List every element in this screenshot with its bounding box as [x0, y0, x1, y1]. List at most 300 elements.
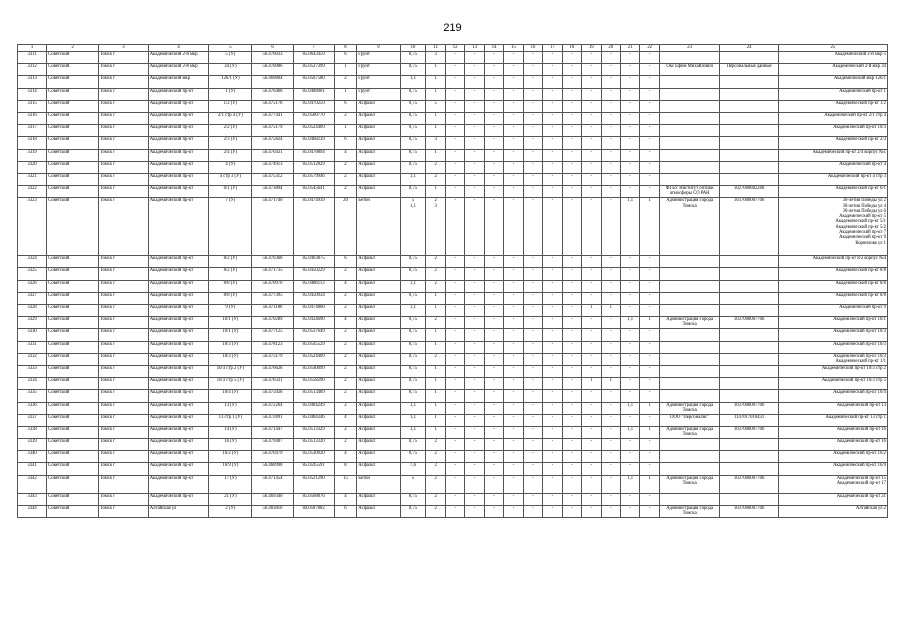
table-cell: Асфальт [357, 317, 400, 329]
column-header: 7 [293, 45, 334, 52]
table-cell: - [504, 100, 523, 112]
table-cell: - [582, 173, 601, 185]
table-cell: Академический пр-кт 6/1 [778, 186, 887, 198]
table-cell: 2 [426, 268, 445, 280]
table-cell: Советский [47, 268, 99, 280]
table-cell: - [445, 137, 464, 149]
table-cell: Советский [47, 125, 99, 137]
table-cell: - [504, 353, 523, 365]
table-cell: - [543, 88, 562, 100]
table-cell: - [620, 305, 639, 317]
table-cell: Академический пр-кт 15 Академический пр-кт 17 [778, 475, 887, 493]
table-cell: - [601, 100, 620, 112]
table-cell [659, 76, 720, 88]
table-cell: - [562, 390, 581, 402]
table-cell: 1 [640, 198, 659, 256]
table-cell: 56.474913 [252, 161, 293, 173]
table-cell: - [445, 451, 464, 463]
table-cell: 56.470479 [252, 451, 293, 463]
table-cell: - [504, 256, 523, 268]
table-cell: - [523, 76, 542, 88]
column-header: 9 [357, 45, 400, 52]
table-cell: Советский [47, 493, 99, 505]
table-cell: - [601, 329, 620, 341]
table-cell: - [582, 463, 601, 475]
table-cell: - [445, 305, 464, 317]
table-cell [720, 88, 778, 100]
table-cell: - [504, 390, 523, 402]
table-cell: - [543, 493, 562, 505]
table-cell: 85.0579946 [293, 173, 334, 185]
table-cell: Томск г [99, 76, 149, 88]
table-cell: 1 [582, 305, 601, 317]
table-cell [720, 493, 778, 505]
table-cell: - [582, 256, 601, 268]
table-cell: 4 [334, 493, 357, 505]
table-cell: 8/2 (У) [209, 268, 252, 280]
table-cell: - [523, 341, 542, 353]
table-cell: Академический пр-кт 8/8 [778, 268, 887, 280]
table-cell: 1037000087706 [720, 317, 778, 329]
table-cell: - [562, 475, 581, 493]
table-cell: - [504, 426, 523, 438]
table-cell [720, 341, 778, 353]
table-cell [659, 268, 720, 280]
table-cell: - [504, 493, 523, 505]
table-cell: Академический пр-кт [148, 317, 209, 329]
table-cell: Академический пр-кт 9 [778, 305, 887, 317]
table-cell: Советский [47, 305, 99, 317]
table-cell: - [562, 52, 581, 64]
table-cell: Академический пр-кт [148, 186, 209, 198]
table-cell: 1 [334, 88, 357, 100]
table-row [18, 402, 888, 414]
table-cell: 1 [640, 402, 659, 414]
table-cell: 20 [334, 198, 357, 256]
table-cell: 1,1 [620, 426, 639, 438]
table-cell: - [465, 292, 484, 304]
table-cell: Советский [47, 317, 99, 329]
table-row [18, 475, 888, 493]
table-cell: Академический пр-кт [148, 173, 209, 185]
table-cell: - [484, 402, 503, 414]
table-cell: - [523, 353, 542, 365]
table-cell: - [445, 256, 464, 268]
table-cell: Томск г [99, 475, 149, 493]
table-cell: 0,75 [400, 317, 426, 329]
table-cell: 84.0587882 [293, 505, 334, 517]
table-cell: 2/1 стр 4 (У) [209, 112, 252, 124]
table-cell: Академический пр-кт 1 [778, 88, 887, 100]
table-cell: Бетон [357, 198, 400, 256]
table-cell: - [601, 451, 620, 463]
table-cell: 3323 [18, 198, 47, 256]
table-row [18, 317, 888, 329]
table-cell: 3326 [18, 280, 47, 292]
table-cell: - [543, 439, 562, 451]
table-cell: Академический пр-кт 10/3 стр 5 [778, 378, 887, 390]
table-cell: 0,75 [400, 64, 426, 76]
table-cell: - [640, 493, 659, 505]
column-header: 24 [720, 45, 778, 52]
table-cell: - [484, 341, 503, 353]
table-cell [720, 100, 778, 112]
table-cell: 2 [334, 292, 357, 304]
table-cell: Советский [47, 463, 99, 475]
table-cell: Асфальт [357, 365, 400, 377]
table-cell: 10/1 (У) [209, 329, 252, 341]
table-cell: - [523, 100, 542, 112]
table-cell: 5 (У) [209, 52, 252, 64]
table-cell: 85.0521290 [293, 475, 334, 493]
table-cell: - [504, 402, 523, 414]
table-cell: - [504, 292, 523, 304]
table-cell [659, 365, 720, 377]
table-cell: - [523, 198, 542, 256]
table-cell: - [620, 280, 639, 292]
table-cell: - [543, 505, 562, 517]
table-cell: 1,1 [620, 475, 639, 493]
table-cell: - [562, 161, 581, 173]
table-cell: Академический пр-кт 2/3 [778, 137, 887, 149]
table-cell: 0,75 [400, 161, 426, 173]
table-cell: - [484, 198, 503, 256]
table-cell: Академический пр-кт 8/8 [778, 280, 887, 292]
table-cell: - [465, 317, 484, 329]
table-cell: 56.470289 [252, 317, 293, 329]
table-cell: 85.0545529 [293, 341, 334, 353]
table-cell: - [543, 341, 562, 353]
table-cell: 85.0530920 [293, 451, 334, 463]
table-cell: - [445, 88, 464, 100]
table-cell: Советский [47, 505, 99, 517]
table-cell: Асфальт [357, 173, 400, 185]
table-cell [720, 280, 778, 292]
table-cell: - [640, 64, 659, 76]
table-cell: - [582, 505, 601, 517]
table-cell: Советский [47, 161, 99, 173]
table-cell: Академический пр-кт [148, 426, 209, 438]
table-cell: Академический пр-кт [148, 100, 209, 112]
table-cell: - [620, 52, 639, 64]
table-cell: - [445, 329, 464, 341]
table-cell: Томск г [99, 280, 149, 292]
table-cell: - [620, 414, 639, 426]
table-cell: - [601, 137, 620, 149]
table-cell: - [484, 125, 503, 137]
table-cell: 3343 [18, 493, 47, 505]
table-cell: - [620, 137, 639, 149]
table-cell [720, 365, 778, 377]
table-cell: - [465, 76, 484, 88]
table-cell: - [465, 280, 484, 292]
table-cell: Советский [47, 186, 99, 198]
table-cell: Томск г [99, 378, 149, 390]
table-cell: - [465, 149, 484, 161]
table-cell: 2 [334, 426, 357, 438]
table-cell: - [562, 305, 581, 317]
table-cell: 3327 [18, 292, 47, 304]
table-row [18, 390, 888, 402]
table-cell: 2 [334, 329, 357, 341]
table-cell [720, 463, 778, 475]
table-cell: - [445, 341, 464, 353]
column-header: 11 [426, 45, 445, 52]
table-cell: Асфальт [357, 149, 400, 161]
table-cell: Асфальт [357, 341, 400, 353]
table-cell: Асфальт [357, 256, 400, 268]
table-cell: Асфальт [357, 305, 400, 317]
table-cell: 0,75 [400, 112, 426, 124]
table-row [18, 186, 888, 198]
table-cell [720, 390, 778, 402]
table-cell: 56.477441 [252, 112, 293, 124]
table-cell: 7,6 [400, 463, 426, 475]
table-cell: - [582, 52, 601, 64]
table-cell: Томск г [99, 173, 149, 185]
table-cell: 85.0434690 [293, 317, 334, 329]
table-cell: 56.483810 [252, 505, 293, 517]
table-cell: Академический пр-кт 10/3 [778, 329, 887, 341]
table-cell: - [543, 112, 562, 124]
table-cell: 10/3 стр 5 (У) [209, 378, 252, 390]
table-cell: 1 [426, 88, 445, 100]
table-row [18, 493, 888, 505]
table-cell: 9 (У) [209, 305, 252, 317]
table-row [18, 100, 888, 112]
table-cell: 21 (У) [209, 493, 252, 505]
table-cell: Администрация Города Томска [659, 198, 720, 256]
table-cell: Асфальт [357, 414, 400, 426]
table-row [18, 451, 888, 463]
table-cell: ООО "Персоналис" [659, 414, 720, 426]
table-cell: - [562, 365, 581, 377]
table-cell: - [620, 505, 639, 517]
table-cell: 85.0512829 [293, 161, 334, 173]
table-row [18, 439, 888, 451]
table-cell: - [582, 149, 601, 161]
table-cell: - [504, 365, 523, 377]
table-cell: 1 [426, 292, 445, 304]
table-cell: - [523, 173, 542, 185]
table-cell: 6 [334, 256, 357, 268]
table-cell [659, 493, 720, 505]
table-cell: - [543, 268, 562, 280]
table-cell: 56.478123 [252, 341, 293, 353]
table-cell: Академический пр-кт 8/2 корпус №4 [778, 256, 887, 268]
table-cell: - [601, 112, 620, 124]
table-cell: 56.475928 [252, 390, 293, 402]
table-cell: 126/1 (У) [209, 76, 252, 88]
table-cell: - [620, 341, 639, 353]
table-cell: - [504, 137, 523, 149]
table-cell: - [465, 475, 484, 493]
table-cell: 1,1 [400, 173, 426, 185]
table-cell: - [601, 402, 620, 414]
column-header: 5 [209, 45, 252, 52]
table-cell: - [523, 439, 542, 451]
table-cell: 6/1 (У) [209, 186, 252, 198]
table-cell: - [601, 463, 620, 475]
table-cell: 16/9 (У) [209, 463, 252, 475]
table-cell: 85.0524409 [293, 125, 334, 137]
table-cell: - [640, 353, 659, 365]
table-cell: - [484, 52, 503, 64]
table-cell: - [504, 341, 523, 353]
table-cell: 56.472264 [252, 402, 293, 414]
column-header: 16 [523, 45, 542, 52]
table-row [18, 292, 888, 304]
table-cell: - [465, 463, 484, 475]
table-cell: Академический пр-кт 2/4 корпус №1 [778, 149, 887, 161]
table-cell: 1,1 [620, 317, 639, 329]
table-row [18, 414, 888, 426]
table-cell: 8 [334, 463, 357, 475]
table-cell: - [543, 161, 562, 173]
table-cell: - [562, 76, 581, 88]
table-cell: Академический пр-кт 1/2 [778, 100, 887, 112]
table-cell: 56.477395 [252, 292, 293, 304]
table-cell: - [484, 161, 503, 173]
registry-table [17, 44, 888, 518]
table-cell: - [504, 329, 523, 341]
table-cell: - [562, 198, 581, 256]
table-cell: 10/3 стр 2 (У) [209, 365, 252, 377]
table-cell: Грунт [357, 76, 400, 88]
table-cell: Асфальт [357, 402, 400, 414]
table-cell: - [620, 100, 639, 112]
table-cell: - [543, 280, 562, 292]
table-cell: 56.475178 [252, 100, 293, 112]
table-cell: - [543, 414, 562, 426]
table-cell: - [445, 149, 464, 161]
table-cell: - [484, 505, 503, 517]
table-cell: 3337 [18, 414, 47, 426]
table-cell: Советский [47, 100, 99, 112]
table-cell [659, 161, 720, 173]
table-cell: - [465, 198, 484, 256]
table-cell: - [504, 52, 523, 64]
table-cell: 2/4 (У) [209, 149, 252, 161]
table-row [18, 149, 888, 161]
table-cell: - [562, 186, 581, 198]
table-cell: - [484, 451, 503, 463]
table-cell: 8/8 (У) [209, 280, 252, 292]
table-cell: - [640, 292, 659, 304]
table-cell: 1 [426, 341, 445, 353]
table-cell: Томск г [99, 505, 149, 517]
table-cell: - [562, 329, 581, 341]
table-cell: - [504, 451, 523, 463]
table-cell: - [582, 64, 601, 76]
table-cell: Советский [47, 76, 99, 88]
column-header: 1 [18, 45, 47, 52]
table-cell: 2 [334, 353, 357, 365]
table-cell: 0,75 [400, 378, 426, 390]
table-cell: - [640, 463, 659, 475]
column-header: 20 [601, 45, 620, 52]
table-cell: - [620, 88, 639, 100]
table-cell: 0,75 [400, 149, 426, 161]
table-cell: Академический пр-кт [148, 378, 209, 390]
table-cell: Академический пр-кт [148, 353, 209, 365]
table-cell: 3319 [18, 149, 47, 161]
table-cell: 56.471180 [252, 305, 293, 317]
table-cell: Академический пр-кт [148, 475, 209, 493]
table-cell: 85.0500770 [293, 112, 334, 124]
column-header: 12 [445, 45, 464, 52]
table-cell: 85.0643459 [293, 52, 334, 64]
table-cell: - [504, 280, 523, 292]
table-cell [659, 125, 720, 137]
table-cell: 1 [426, 426, 445, 438]
table-cell [720, 149, 778, 161]
table-cell: - [543, 378, 562, 390]
table-cell: - [620, 149, 639, 161]
table-cell: - [582, 112, 601, 124]
table-cell: Асфальт [357, 463, 400, 475]
table-cell: Советский [47, 198, 99, 256]
table-cell: - [543, 198, 562, 256]
table-cell: 2 (У) [209, 505, 252, 517]
table-cell: - [601, 505, 620, 517]
table-cell: 8/2 (У) [209, 256, 252, 268]
table-cell: - [445, 414, 464, 426]
table-cell: Томск г [99, 390, 149, 402]
table-cell: Академический пр-кт [148, 268, 209, 280]
table-cell: 2 [334, 378, 357, 390]
table-cell: 85.0470259 [293, 100, 334, 112]
table-cell: - [543, 76, 562, 88]
column-number-row [18, 45, 888, 52]
table-cell: - [562, 493, 581, 505]
table-cell: - [445, 173, 464, 185]
table-cell: Окс Ефим Михайлович [659, 64, 720, 76]
table-cell: - [562, 112, 581, 124]
table-cell [659, 329, 720, 341]
table-cell: - [504, 268, 523, 280]
table-cell: - [640, 52, 659, 64]
table-cell: 85.0474939 [293, 198, 334, 256]
table-cell [720, 292, 778, 304]
table-cell: 1 [426, 64, 445, 76]
table-cell: 0,75 [400, 88, 426, 100]
table-cell: Советский [47, 378, 99, 390]
table-cell: - [484, 439, 503, 451]
table-cell: 0,75 [400, 52, 426, 64]
table-cell [720, 173, 778, 185]
table-cell: 85.0508876 [293, 493, 334, 505]
table-cell: 1,1 [620, 198, 639, 256]
table-cell: 2 [426, 493, 445, 505]
table-cell: 85.0513320 [293, 439, 334, 451]
table-cell: 6 [334, 505, 357, 517]
table-cell [720, 161, 778, 173]
table-cell: Асфальт [357, 280, 400, 292]
table-cell: - [582, 317, 601, 329]
table-cell: 2 [426, 475, 445, 493]
table-cell: Томск г [99, 292, 149, 304]
table-cell: - [582, 268, 601, 280]
table-cell: - [465, 112, 484, 124]
table-cell: 5 [400, 475, 426, 493]
table-cell: 1 [426, 365, 445, 377]
table-cell: 2 [334, 161, 357, 173]
table-cell: 3325 [18, 268, 47, 280]
column-header: 17 [543, 45, 562, 52]
table-cell: 56.468998 [252, 463, 293, 475]
table-cell: 2 [334, 402, 357, 414]
